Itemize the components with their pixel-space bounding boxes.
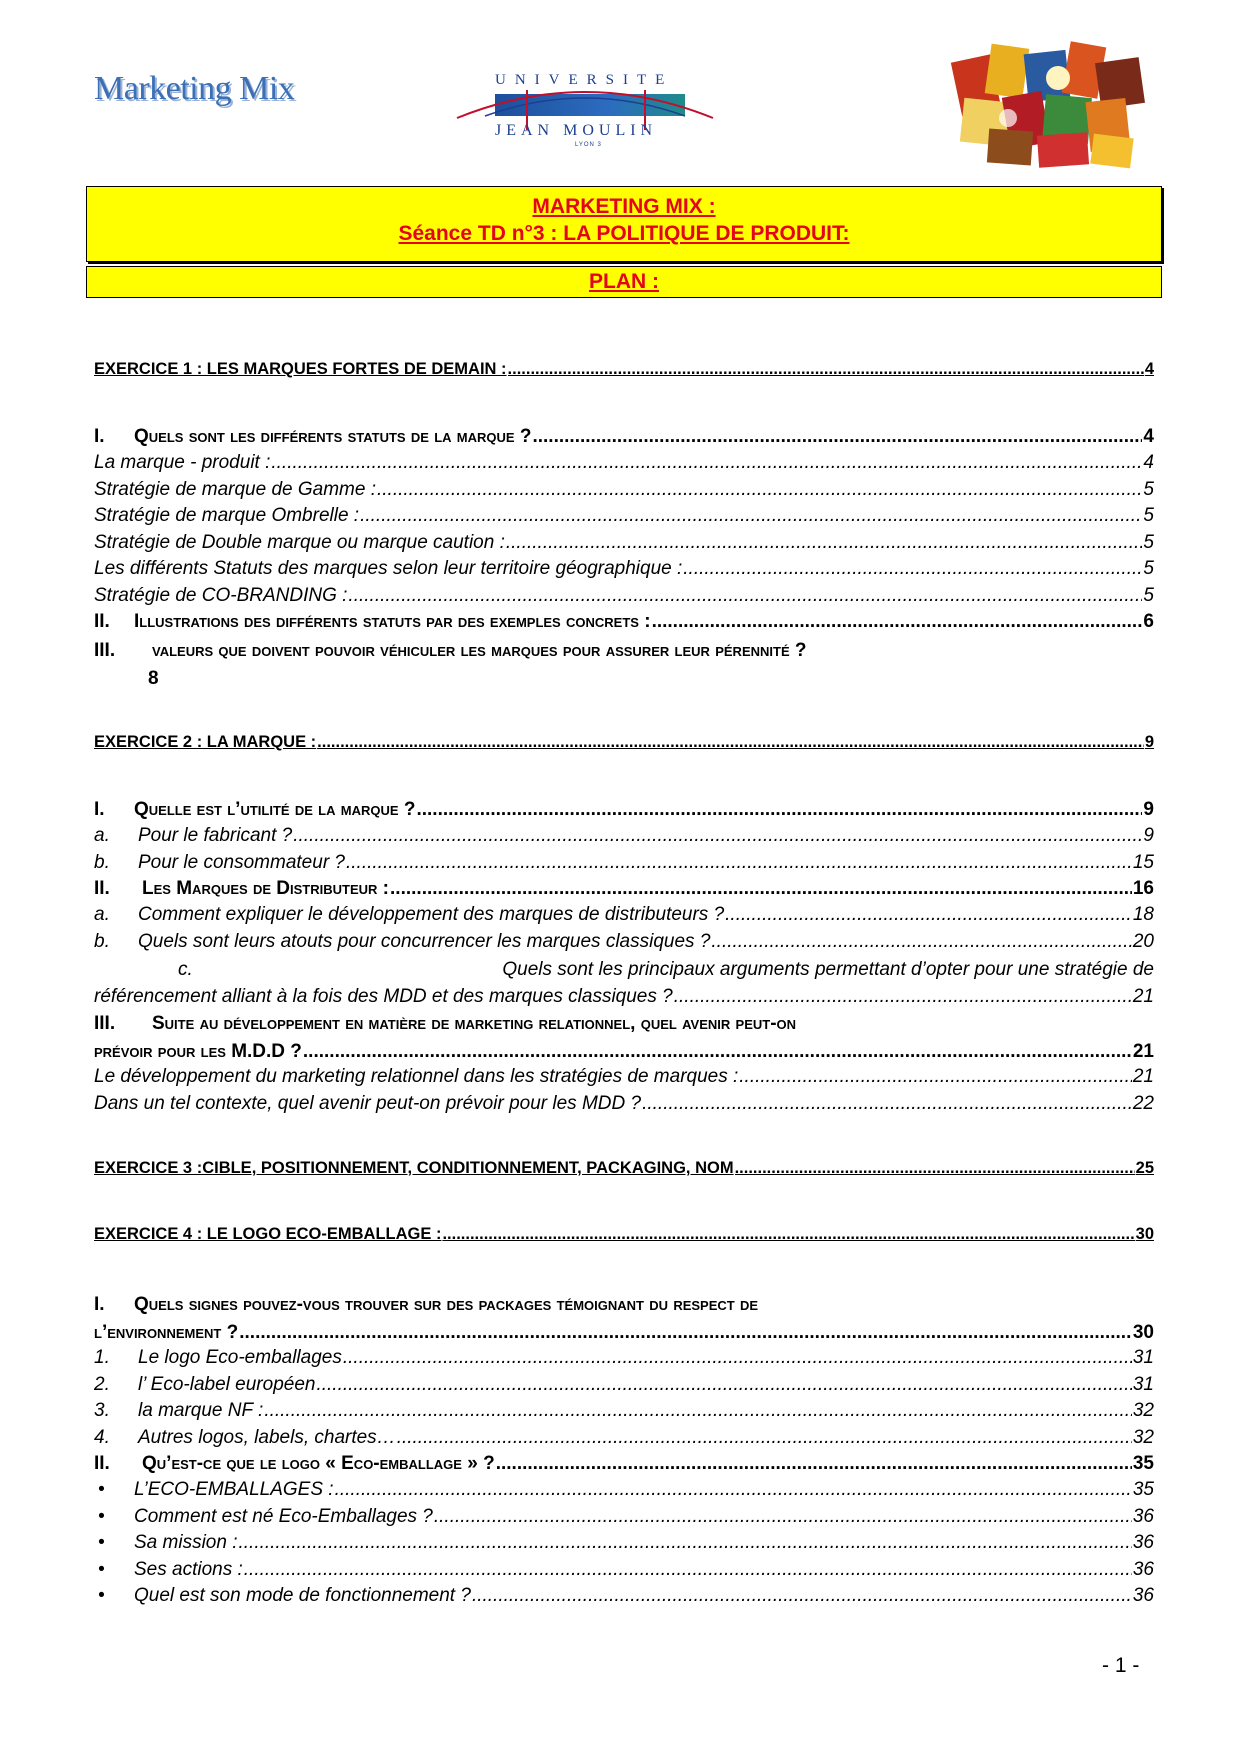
toc-entry-page: 4 bbox=[1143, 452, 1154, 473]
toc-entry-page: 6 bbox=[1143, 611, 1154, 632]
toc-entry-page: 5 bbox=[1143, 505, 1154, 526]
toc-item[interactable] bbox=[94, 1479, 1154, 1506]
toc-entry-page: 31 bbox=[1132, 1373, 1154, 1395]
toc-entry-page: 9 bbox=[1143, 825, 1154, 846]
toc-item[interactable] bbox=[94, 1400, 1154, 1427]
toc-entry-label: Les Marques de Distributeur : bbox=[142, 878, 390, 899]
toc-ex1-section-iii[interactable] bbox=[94, 637, 1154, 693]
product-packages-image bbox=[948, 38, 1154, 170]
toc-section-number: I. bbox=[94, 426, 105, 447]
toc-item-number: a. bbox=[94, 904, 110, 925]
toc-item[interactable] bbox=[94, 505, 1154, 532]
bullet-icon: • bbox=[98, 1479, 105, 1500]
plan-box bbox=[86, 266, 1162, 298]
toc-exercise-1[interactable] bbox=[94, 360, 1154, 386]
toc-entry-label: valeurs que doivent pouvoir véhiculer les marques pour assurer leur pérennité ? bbox=[152, 640, 807, 661]
toc-item[interactable] bbox=[94, 558, 1154, 585]
toc-item[interactable] bbox=[94, 452, 1154, 479]
toc-section-number: I. bbox=[94, 799, 105, 820]
toc-entry-page: 5 bbox=[1143, 584, 1154, 606]
toc-item[interactable] bbox=[94, 1427, 1154, 1454]
toc-entry-page: 35 bbox=[1132, 1453, 1154, 1474]
toc-entry-label: référencement alliant à la fois des MDD et des marques classiques ? bbox=[94, 985, 673, 1007]
toc-section-number: II. bbox=[94, 878, 110, 899]
toc-exercise-2[interactable] bbox=[94, 733, 1154, 759]
toc-entry-label: L’ECO-EMBALLAGES : bbox=[134, 1479, 334, 1500]
toc-entry-page: 5 bbox=[1143, 531, 1154, 553]
toc-entry-label: Quels signes pouvez-vous trouver sur des packages témoignant du respect de bbox=[134, 1294, 759, 1315]
toc-entry-page: 36 bbox=[1132, 1505, 1154, 1527]
toc-entry-page: 36 bbox=[1132, 1558, 1154, 1580]
toc-ex1-section-ii[interactable] bbox=[94, 611, 1154, 637]
toc-item-number: a. bbox=[94, 825, 110, 846]
toc-item[interactable] bbox=[94, 585, 1154, 612]
toc-entry-label: Stratégie de marque Ombrelle : bbox=[94, 505, 360, 526]
toc-item-number: 4. bbox=[94, 1426, 110, 1448]
university-logo bbox=[455, 70, 715, 150]
toc-item[interactable] bbox=[94, 1066, 1154, 1093]
toc-section-number: II. bbox=[94, 611, 110, 632]
toc-item-number: b. bbox=[94, 930, 110, 952]
toc-entry-page: 9 bbox=[1143, 799, 1154, 820]
toc-item-number: 1. bbox=[94, 1347, 110, 1368]
toc-entry-label: Le développement du marketing relationnel dans les stratégies de marques : bbox=[94, 1066, 739, 1087]
toc-item[interactable] bbox=[94, 1506, 1154, 1533]
toc-entry-label: EXERCICE 3 :CIBLE, POSITIONNEMENT, CONDITIONNEMENT, PACKAGING, NOM bbox=[94, 1159, 734, 1177]
toc-entry-page: 22 bbox=[1132, 1092, 1154, 1114]
toc-entry-page: 32 bbox=[1132, 1400, 1154, 1421]
toc-item[interactable] bbox=[94, 532, 1154, 559]
toc-exercise-3[interactable] bbox=[94, 1159, 1154, 1185]
title-line-1: MARKETING MIX : bbox=[532, 195, 716, 218]
toc-entry-label: Autres logos, labels, chartes… bbox=[138, 1426, 396, 1448]
toc-item-number: 3. bbox=[94, 1400, 110, 1421]
toc-item-number: c. bbox=[178, 959, 193, 980]
toc-entry-label: l’environnement ? bbox=[94, 1322, 239, 1343]
toc-entry-page: 21 bbox=[1132, 1041, 1154, 1062]
bullet-icon: • bbox=[98, 1585, 105, 1606]
toc-entry-label: Quels sont leurs atouts pour concurrencer les marques classiques ? bbox=[138, 930, 711, 952]
toc-entry-label: EXERCICE 2 : LA MARQUE : bbox=[94, 733, 317, 751]
toc-entry-page: 4 bbox=[1144, 360, 1154, 378]
toc-entry-label: Stratégie de Double marque ou marque caution : bbox=[94, 531, 505, 553]
toc-section-number: III. bbox=[94, 640, 116, 661]
toc-item-c[interactable] bbox=[94, 957, 1154, 1010]
toc-entry-page: 9 bbox=[1144, 733, 1154, 751]
title-box bbox=[86, 186, 1162, 262]
bullet-icon: • bbox=[98, 1532, 105, 1553]
toc-entry-label: Qu’est-ce que le logo « Eco-emballage » ? bbox=[142, 1453, 495, 1474]
toc-entry-label: la marque NF : bbox=[138, 1400, 264, 1421]
toc-section-number: II. bbox=[94, 1453, 110, 1474]
toc-item[interactable] bbox=[94, 825, 1154, 852]
toc-section-number: III. bbox=[94, 1013, 116, 1034]
toc-item[interactable] bbox=[94, 1559, 1154, 1586]
table-of-contents bbox=[94, 360, 1154, 1612]
toc-entry-page: 5 bbox=[1143, 558, 1154, 579]
toc-entry-label: Sa mission : bbox=[134, 1532, 238, 1553]
toc-entry-label: Comment expliquer le développement des marques de distributeurs ? bbox=[138, 904, 725, 925]
toc-exercise-4[interactable] bbox=[94, 1225, 1154, 1251]
toc-entry-label: Comment est né Eco-Emballages ? bbox=[134, 1505, 433, 1527]
toc-entry-page: 36 bbox=[1132, 1532, 1154, 1553]
toc-entry-label: Quels sont les différents statuts de la marque ? bbox=[134, 426, 532, 447]
toc-entry-label: Les différents Statuts des marques selon leur territoire géographique : bbox=[94, 558, 683, 579]
toc-ex4-section-i[interactable] bbox=[94, 1291, 1154, 1347]
toc-entry-page: 25 bbox=[1135, 1159, 1154, 1177]
toc-item[interactable] bbox=[94, 1093, 1154, 1120]
toc-entry-label: Dans un tel contexte, quel avenir peut-on prévoir pour les MDD ? bbox=[94, 1092, 642, 1114]
toc-item[interactable] bbox=[94, 931, 1154, 958]
toc-entry-label: prévoir pour les M.D.D ? bbox=[94, 1041, 302, 1062]
toc-entry-label: Stratégie de marque de Gamme : bbox=[94, 478, 376, 500]
toc-entry-page: 32 bbox=[1132, 1426, 1154, 1448]
toc-entry-page: 30 bbox=[1135, 1225, 1154, 1243]
toc-entry-label: Quel est son mode de fonctionnement ? bbox=[134, 1585, 471, 1606]
toc-entry-page: 8 bbox=[148, 668, 159, 689]
toc-item[interactable] bbox=[94, 1585, 1154, 1612]
toc-ex2-section-i[interactable] bbox=[94, 799, 1154, 825]
toc-entry-label: Illustrations des différents statuts par des exemples concrets : bbox=[134, 611, 651, 632]
toc-item[interactable] bbox=[94, 852, 1154, 879]
toc-entry-label: Suite au développement en matière de marketing relationnel, quel avenir peut-on bbox=[152, 1013, 797, 1034]
toc-entry-page: 4 bbox=[1143, 426, 1154, 447]
toc-item[interactable] bbox=[94, 479, 1154, 506]
toc-entry-label: Ses actions : bbox=[134, 1558, 243, 1580]
toc-ex4-section-ii[interactable] bbox=[94, 1453, 1154, 1479]
toc-entry-page: 36 bbox=[1132, 1585, 1154, 1606]
toc-entry-page: 18 bbox=[1132, 904, 1154, 925]
toc-ex1-section-i[interactable] bbox=[94, 426, 1154, 452]
toc-entry-page: 21 bbox=[1132, 1066, 1154, 1087]
toc-entry-label: Stratégie de CO-BRANDING : bbox=[94, 584, 348, 606]
bullet-icon: • bbox=[98, 1505, 105, 1527]
bullet-icon: • bbox=[98, 1558, 105, 1580]
toc-item-number: 2. bbox=[94, 1373, 110, 1395]
toc-entry-label: Pour le consommateur ? bbox=[138, 851, 345, 873]
toc-entry-page: 15 bbox=[1132, 851, 1154, 873]
toc-entry-label: Le logo Eco-emballages bbox=[138, 1347, 342, 1368]
toc-item[interactable] bbox=[94, 1374, 1154, 1401]
toc-entry-label: La marque - produit : bbox=[94, 452, 271, 473]
toc-item[interactable] bbox=[94, 904, 1154, 931]
toc-entry-page: 31 bbox=[1132, 1347, 1154, 1368]
toc-entry-label: Quels sont les principaux arguments permettant d’opter pour une stratégie de bbox=[502, 959, 1154, 980]
title-line-2: Séance TD n°3 : LA POLITIQUE DE PRODUIT: bbox=[398, 222, 850, 245]
marketing-mix-logo: Marketing Mix bbox=[94, 70, 295, 107]
toc-entry-label: Pour le fabricant ? bbox=[138, 825, 293, 846]
university-logo-city: LYON 3 bbox=[575, 142, 602, 148]
toc-entry-page: 35 bbox=[1132, 1479, 1154, 1500]
toc-entry-page: 30 bbox=[1132, 1322, 1154, 1343]
page-number: - 1 - bbox=[1102, 1654, 1140, 1677]
toc-item[interactable] bbox=[94, 1347, 1154, 1374]
toc-entry-label: l’ Eco-label européen bbox=[138, 1373, 316, 1395]
toc-item-number: b. bbox=[94, 851, 110, 873]
toc-entry-page: 5 bbox=[1143, 478, 1154, 500]
toc-section-number: I. bbox=[94, 1294, 105, 1315]
toc-entry-page: 16 bbox=[1132, 878, 1154, 899]
toc-entry-label: Quelle est l’utilité de la marque ? bbox=[134, 799, 416, 820]
toc-ex2-section-ii[interactable] bbox=[94, 878, 1154, 904]
toc-entry-page: 20 bbox=[1132, 930, 1154, 952]
university-logo-top-text: UNIVERSITE bbox=[495, 72, 674, 88]
university-logo-bottom-text: JEAN MOULIN bbox=[495, 122, 658, 139]
toc-entry-label: EXERCICE 1 : LES MARQUES FORTES DE DEMAIN : bbox=[94, 360, 507, 378]
toc-ex2-section-iii[interactable] bbox=[94, 1010, 1154, 1066]
toc-entry-page: 21 bbox=[1132, 985, 1154, 1007]
toc-item[interactable] bbox=[94, 1532, 1154, 1559]
toc-entry-label: EXERCICE 4 : LE LOGO ECO-EMBALLAGE : bbox=[94, 1225, 442, 1243]
plan-title: PLAN : bbox=[589, 270, 659, 293]
